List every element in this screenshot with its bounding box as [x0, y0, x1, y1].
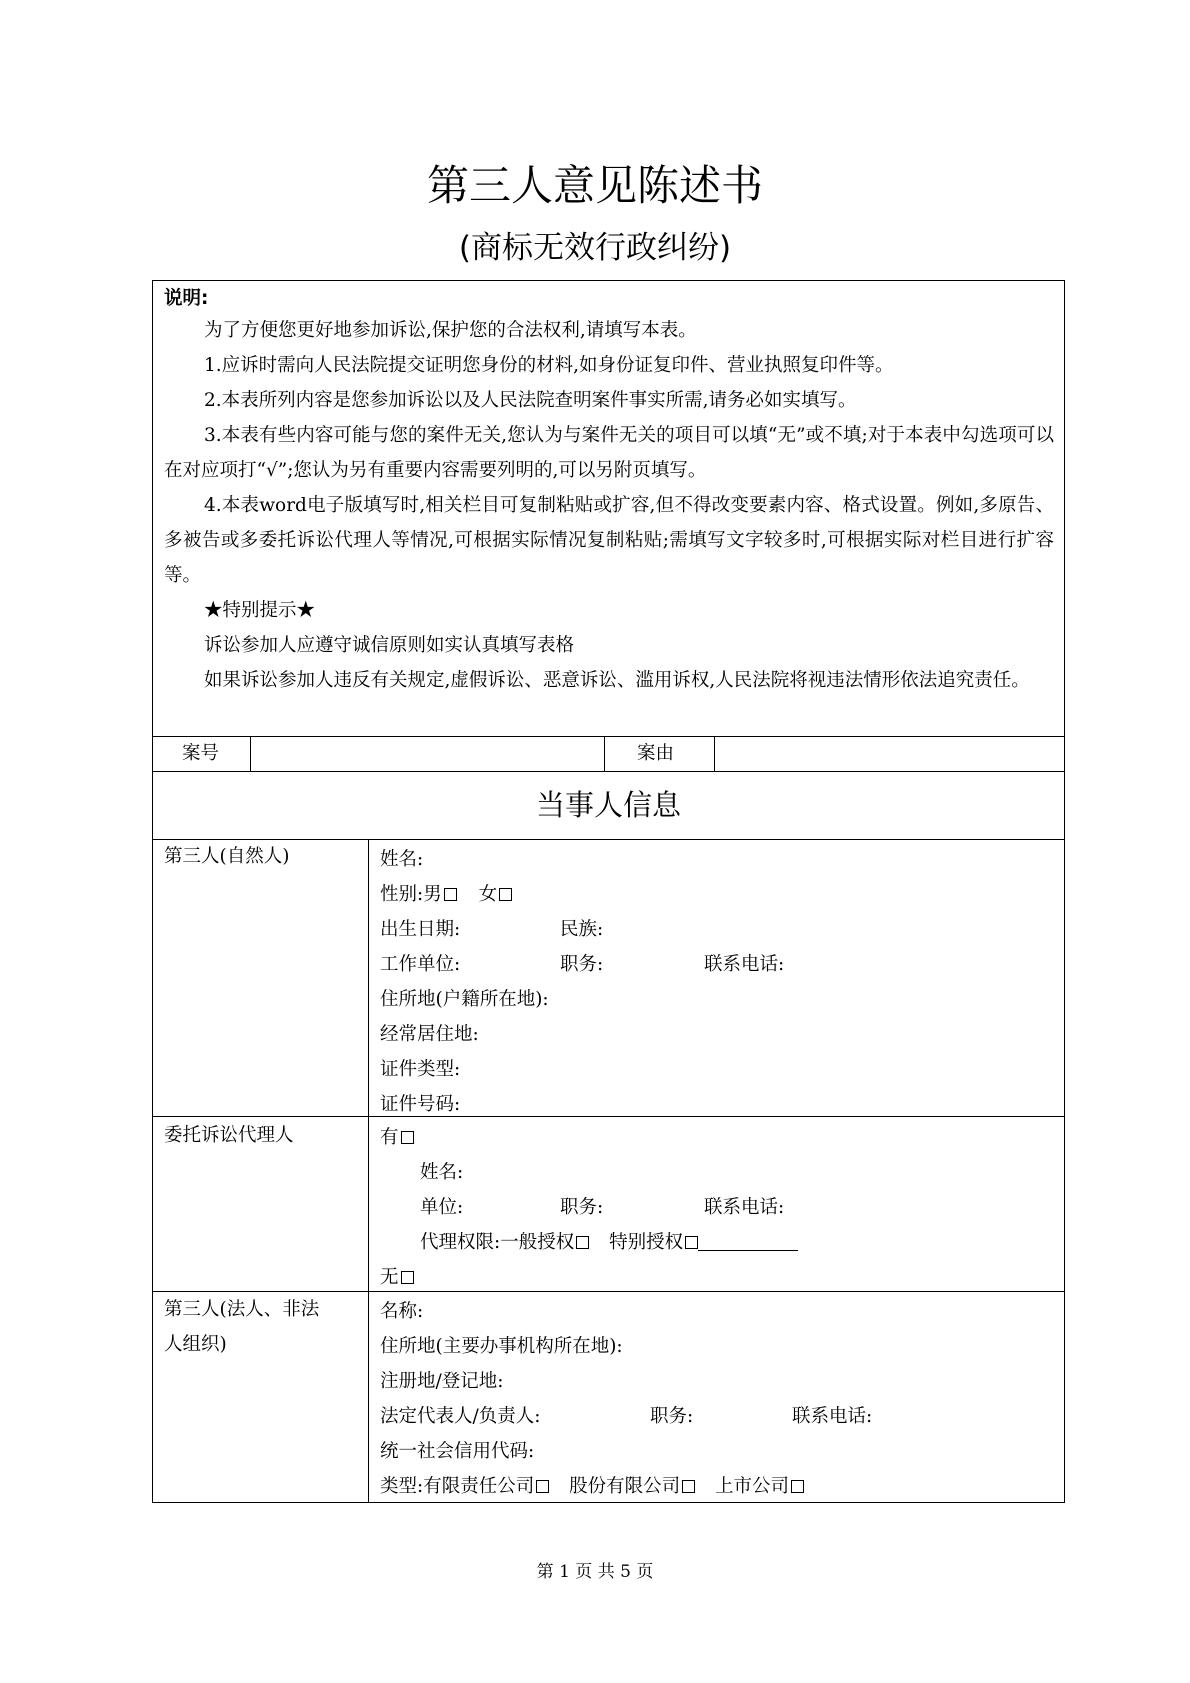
np-male-label: 男 — [423, 884, 442, 905]
case-number-label: 案号 — [182, 743, 220, 764]
natural-person-label: 第三人(自然人) — [164, 846, 290, 867]
lp-listed-label: 上市公司 — [715, 1476, 790, 1497]
agent-name: 姓名: — [420, 1162, 464, 1183]
lp-llc-checkbox[interactable] — [536, 1480, 549, 1493]
np-id-type: 证件类型: — [380, 1059, 461, 1080]
legal-person-label-1: 第三人(法人、非法 — [164, 1299, 320, 1320]
lp-representative: 法定代表人/负责人: — [380, 1406, 541, 1427]
agent-phone: 联系电话: — [704, 1197, 785, 1218]
lp-joint-stock-label: 股份有限公司 — [569, 1476, 681, 1497]
notes-heading: 说明: — [164, 288, 209, 309]
agent-position: 职务: — [560, 1197, 604, 1218]
np-phone: 联系电话: — [704, 954, 785, 975]
lp-name: 名称: — [380, 1301, 424, 1322]
row-divider-section — [152, 839, 1065, 840]
lp-phone: 联系电话: — [792, 1406, 873, 1427]
notes-item-4: 4.本表word电子版填写时,相关栏目可复制粘贴或扩容,但不得改变要素内容、格式设置。例如,多原告、多被告或多委托诉讼代理人等情况,可根据实际情况复制粘贴;需填写文字较多时,可根据实际对栏目进行扩容等。 — [164, 495, 1054, 586]
section-title: 当事人信息 — [535, 788, 681, 822]
lp-type — [380, 1475, 804, 1499]
np-female-checkbox[interactable] — [499, 888, 512, 901]
np-residence: 经常居住地: — [380, 1024, 479, 1045]
agent-unit: 单位: — [420, 1197, 464, 1218]
party-col-divider — [368, 839, 369, 1503]
agent-authority-label: 代理权限: — [420, 1232, 501, 1253]
row-divider-notes — [152, 736, 1065, 737]
agent-general-checkbox[interactable] — [576, 1236, 589, 1249]
np-position: 职务: — [560, 954, 604, 975]
case-number-field[interactable] — [254, 740, 600, 768]
row-divider-agent — [152, 1291, 1065, 1292]
agent-special-blank[interactable] — [698, 1232, 798, 1251]
np-birth: 出生日期: — [380, 919, 461, 940]
notes-item-3: 3.本表有些内容可能与您的案件无关,您认为与案件无关的项目可以填“无”或不填;对于本表中勾选项可以在对应项打“√”;您认为另有重要内容需要列明的,可以另附页填写。 — [164, 425, 1054, 481]
lp-type-label: 类型: — [380, 1476, 424, 1497]
notes-intro: 为了方便您更好地参加诉讼,保护您的合法权利,请填写本表。 — [204, 320, 697, 341]
case-col-divider-2 — [604, 736, 605, 771]
agent-no-checkbox[interactable] — [401, 1271, 414, 1284]
notes-item-1: 1.应诉时需向人民法院提交证明您身份的材料,如身份证复印件、营业执照复印件等。 — [204, 355, 894, 376]
agent-label: 委托诉讼代理人 — [164, 1125, 294, 1146]
notes-item-2: 2.本表所列内容是您参加诉讼以及人民法院查明案件事实所需,请务必如实填写。 — [204, 390, 857, 411]
np-male-checkbox[interactable] — [444, 888, 457, 901]
agent-special-label: 特别授权 — [609, 1232, 684, 1253]
np-ethnicity: 民族: — [560, 919, 604, 940]
lp-domicile: 住所地(主要办事机构所在地): — [380, 1336, 623, 1357]
case-col-divider-1 — [250, 736, 251, 771]
agent-yes-label: 有 — [380, 1127, 399, 1148]
page-footer: 第 1 页 共 5 页 — [536, 1562, 654, 1582]
lp-llc-label: 有限责任公司 — [423, 1476, 535, 1497]
agent-yes-checkbox[interactable] — [401, 1131, 414, 1144]
lp-credit-code: 统一社会信用代码: — [380, 1441, 535, 1462]
np-domicile: 住所地(户籍所在地): — [380, 989, 549, 1010]
np-female-label: 女 — [478, 884, 498, 905]
np-name: 姓名: — [380, 849, 424, 870]
notes-special-2: 如果诉讼参加人违反有关规定,虚假诉讼、恶意诉讼、滥用诉权,人民法院将视违法情形依法追究责任。 — [204, 670, 1030, 691]
lp-position: 职务: — [650, 1406, 694, 1427]
legal-person-label-2: 人组织) — [164, 1334, 227, 1355]
row-divider-case — [152, 771, 1065, 772]
agent-yes — [380, 1126, 414, 1150]
notes-special-1: 诉讼参加人应遵守诚信原则如实认真填写表格 — [204, 635, 575, 656]
page-subtitle: (商标无效行政纠纷) — [458, 230, 732, 266]
lp-joint-stock-checkbox[interactable] — [682, 1480, 695, 1493]
lp-listed-checkbox[interactable] — [791, 1480, 804, 1493]
case-cause-field[interactable] — [718, 740, 1061, 768]
case-col-divider-3 — [714, 736, 715, 771]
np-id-number: 证件号码: — [380, 1094, 461, 1115]
agent-authority — [420, 1231, 798, 1255]
row-divider-natural — [152, 1116, 1065, 1117]
notes-special-heading: ★特别提示★ — [204, 600, 316, 621]
agent-no-label: 无 — [380, 1267, 399, 1288]
agent-no — [380, 1266, 414, 1290]
agent-special-checkbox[interactable] — [685, 1236, 698, 1249]
agent-general-label: 一般授权 — [500, 1232, 575, 1253]
case-cause-label: 案由 — [637, 743, 675, 764]
np-employer: 工作单位: — [380, 954, 461, 975]
np-gender — [380, 883, 512, 907]
page-title: 第三人意见陈述书 — [426, 161, 763, 210]
np-gender-label: 性别: — [380, 884, 424, 905]
lp-registered: 注册地/登记地: — [380, 1371, 504, 1392]
